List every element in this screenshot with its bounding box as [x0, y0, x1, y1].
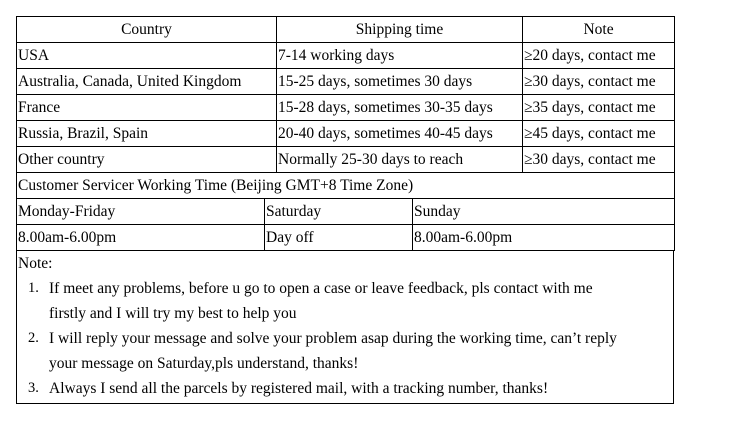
shipping-time-cell: 7-14 working days	[277, 43, 523, 69]
country-cell: Australia, Canada, United Kingdom	[17, 69, 277, 95]
table-row	[17, 147, 675, 173]
country-cell: USA	[17, 43, 277, 69]
day-sunday: Sunday	[413, 199, 675, 225]
note-line: your message on Saturday,pls understand, thanks!	[49, 355, 359, 372]
country-cell: Other country	[17, 147, 277, 173]
list-item	[17, 326, 673, 376]
working-hours-row	[17, 225, 675, 251]
shipping-time-cell: 15-28 days, sometimes 30-35 days	[277, 95, 523, 121]
shipping-time-cell: 20-40 days, sometimes 40-45 days	[277, 121, 523, 147]
working-time-title: Customer Servicer Working Time (Beijing GMT+8 Time Zone)	[17, 173, 675, 199]
note-number: 1.	[28, 280, 39, 296]
note-cell: ≥45 days, contact me	[523, 121, 675, 147]
table-header-row	[17, 17, 675, 43]
note-line: Always I send all the parcels by registered mail, with a tracking number, thanks!	[49, 380, 549, 397]
header-note: Note	[523, 17, 675, 43]
hours-sunday: 8.00am-6.00pm	[413, 225, 675, 251]
table-row	[17, 121, 675, 147]
list-item	[17, 276, 673, 326]
note-number: 2.	[28, 330, 39, 346]
note-cell: ≥30 days, contact me	[523, 69, 675, 95]
table-row	[17, 69, 675, 95]
shipping-info-document	[16, 16, 674, 408]
notes-section	[16, 251, 674, 404]
note-number: 3.	[28, 380, 39, 396]
hours-saturday: Day off	[265, 225, 413, 251]
working-days-row	[17, 199, 675, 225]
day-monday-friday: Monday-Friday	[17, 199, 265, 225]
note-line: firstly and I will try my best to help you	[49, 305, 297, 322]
country-cell: France	[17, 95, 277, 121]
day-saturday: Saturday	[265, 199, 413, 225]
note-cell: ≥35 days, contact me	[523, 95, 675, 121]
shipping-table	[16, 16, 675, 251]
notes-title: Note:	[18, 255, 53, 272]
hours-monday-friday: 8.00am-6.00pm	[17, 225, 265, 251]
table-row	[17, 43, 675, 69]
notes-list	[17, 276, 673, 401]
note-line: I will reply your message and solve your problem asap during the working time, can’t reply	[49, 330, 617, 347]
note-cell: ≥30 days, contact me	[523, 147, 675, 173]
country-cell: Russia, Brazil, Spain	[17, 121, 277, 147]
note-cell: ≥20 days, contact me	[523, 43, 675, 69]
header-shipping-time: Shipping time	[277, 17, 523, 43]
header-country: Country	[17, 17, 277, 43]
working-time-title-row	[17, 173, 675, 199]
shipping-time-cell: 15-25 days, sometimes 30 days	[277, 69, 523, 95]
note-line: If meet any problems, before u go to open a case or leave feedback, pls contact with me	[49, 280, 593, 297]
table-row	[17, 95, 675, 121]
list-item	[17, 376, 673, 401]
shipping-time-cell: Normally 25-30 days to reach	[277, 147, 523, 173]
